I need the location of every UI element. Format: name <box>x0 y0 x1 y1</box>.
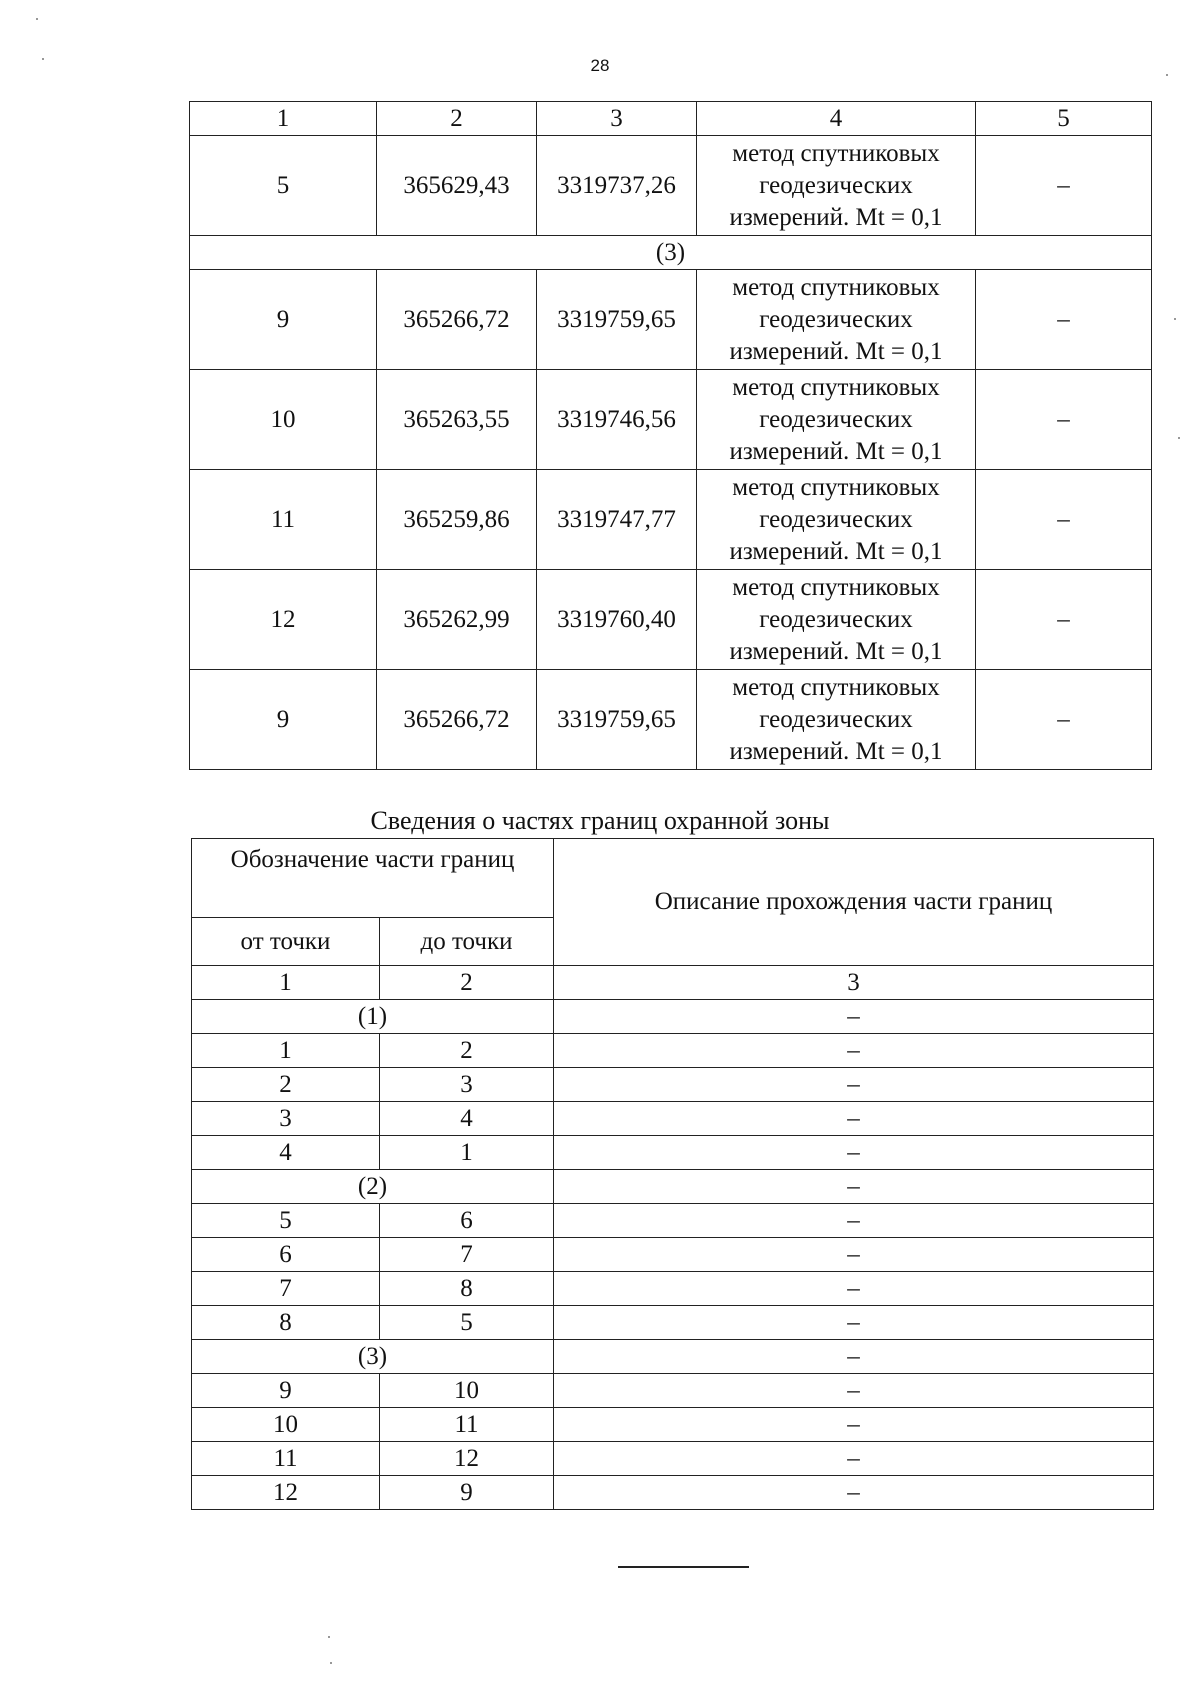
description-header: Описание прохождения части границ <box>554 839 1154 966</box>
column-number: 3 <box>554 966 1154 1000</box>
designation-header: Обозначение части границ <box>192 839 554 918</box>
section-label: (3) <box>190 236 1152 270</box>
group-label: (1) <box>192 1000 554 1034</box>
parts-row <box>192 1136 1154 1170</box>
coordinate-x: 365629,43 <box>377 136 537 236</box>
accuracy-note: – <box>976 570 1152 670</box>
from-point: 6 <box>192 1238 380 1272</box>
accuracy-note: – <box>976 136 1152 236</box>
to-point: 2 <box>380 1034 554 1068</box>
from-point: 1 <box>192 1034 380 1068</box>
method-cell <box>697 370 976 470</box>
point-number: 10 <box>190 370 377 470</box>
column-number: 2 <box>377 102 537 136</box>
part-description: – <box>554 1340 1154 1374</box>
parts-row <box>192 1034 1154 1068</box>
method-cell <box>697 670 976 770</box>
accuracy-note: – <box>976 370 1152 470</box>
parts-row <box>192 1238 1154 1272</box>
to-point: 4 <box>380 1102 554 1136</box>
accuracy-note: – <box>976 670 1152 770</box>
method-line: измерений. Mt = 0,1 <box>729 637 943 665</box>
method-line: измерений. Mt = 0,1 <box>729 737 943 765</box>
method-line: геодезических <box>759 171 913 199</box>
point-number: 5 <box>190 136 377 236</box>
parts-row <box>192 1306 1154 1340</box>
coordinate-y: 3319760,40 <box>537 570 697 670</box>
parts-row <box>192 1204 1154 1238</box>
method-cell <box>697 570 976 670</box>
accuracy-note: – <box>976 270 1152 370</box>
part-description: – <box>554 1102 1154 1136</box>
method-cell <box>697 270 976 370</box>
end-rule-divider <box>618 1566 749 1568</box>
scan-speck <box>1178 437 1180 439</box>
coordinates-table <box>189 101 1152 770</box>
parts-row <box>192 1068 1154 1102</box>
coordinate-y: 3319747,77 <box>537 470 697 570</box>
scan-speck <box>330 1662 332 1664</box>
column-number: 2 <box>380 966 554 1000</box>
coords-row <box>190 136 1152 236</box>
coordinate-x: 365266,72 <box>377 670 537 770</box>
coords-row <box>190 470 1152 570</box>
group-label: (3) <box>192 1340 554 1374</box>
coordinate-y: 3319759,65 <box>537 670 697 770</box>
method-line: геодезических <box>759 705 913 733</box>
scan-speck <box>42 58 44 60</box>
to-point: 5 <box>380 1306 554 1340</box>
parts-row <box>192 1374 1154 1408</box>
part-description: – <box>554 1238 1154 1272</box>
page-number: 28 <box>590 56 610 75</box>
method-line: геодезических <box>759 405 913 433</box>
point-number: 12 <box>190 570 377 670</box>
to-point: 12 <box>380 1442 554 1476</box>
to-point: 3 <box>380 1068 554 1102</box>
method-line: геодезических <box>759 305 913 333</box>
method-cell <box>697 470 976 570</box>
to-point: 11 <box>380 1408 554 1442</box>
coords-header-row <box>190 102 1152 136</box>
part-description: – <box>554 1374 1154 1408</box>
column-number: 3 <box>537 102 697 136</box>
part-description: – <box>554 1000 1154 1034</box>
parts-row <box>192 1476 1154 1510</box>
parts-group-row <box>192 1340 1154 1374</box>
scan-speck <box>1174 318 1176 320</box>
part-description: – <box>554 1068 1154 1102</box>
method-line: метод спутниковых <box>732 473 940 501</box>
part-description: – <box>554 1442 1154 1476</box>
method-line: метод спутниковых <box>732 273 940 301</box>
to-point: 9 <box>380 1476 554 1510</box>
part-description: – <box>554 1408 1154 1442</box>
from-point: 9 <box>192 1374 380 1408</box>
from-point: 2 <box>192 1068 380 1102</box>
to-point: 6 <box>380 1204 554 1238</box>
parts-header-row <box>192 839 1154 918</box>
parts-section-title: Сведения о частях границ охранной зоны <box>370 806 830 835</box>
part-description: – <box>554 1034 1154 1068</box>
coords-row <box>190 370 1152 470</box>
part-description: – <box>554 1136 1154 1170</box>
parts-row <box>192 1442 1154 1476</box>
column-number: 5 <box>976 102 1152 136</box>
parts-column-number-row <box>192 966 1154 1000</box>
coordinate-x: 365266,72 <box>377 270 537 370</box>
scan-speck <box>1166 74 1168 76</box>
from-point-header: от точки <box>192 918 380 966</box>
method-line: геодезических <box>759 605 913 633</box>
coordinate-y: 3319746,56 <box>537 370 697 470</box>
coordinates-table-body <box>190 102 1152 770</box>
from-point: 8 <box>192 1306 380 1340</box>
scan-speck <box>328 1636 330 1638</box>
boundary-parts-table-body <box>192 839 1154 1510</box>
coordinate-x: 365262,99 <box>377 570 537 670</box>
coordinate-x: 365259,86 <box>377 470 537 570</box>
method-line: метод спутниковых <box>732 373 940 401</box>
coords-row <box>190 670 1152 770</box>
part-description: – <box>554 1204 1154 1238</box>
from-point: 7 <box>192 1272 380 1306</box>
parts-row <box>192 1272 1154 1306</box>
from-point: 11 <box>192 1442 380 1476</box>
boundary-parts-table <box>191 838 1154 1510</box>
from-point: 10 <box>192 1408 380 1442</box>
method-line: измерений. Mt = 0,1 <box>729 437 943 465</box>
accuracy-note: – <box>976 470 1152 570</box>
method-line: метод спутниковых <box>732 573 940 601</box>
from-point: 3 <box>192 1102 380 1136</box>
method-line: геодезических <box>759 505 913 533</box>
part-description: – <box>554 1476 1154 1510</box>
coordinate-y: 3319737,26 <box>537 136 697 236</box>
from-point: 4 <box>192 1136 380 1170</box>
part-description: – <box>554 1272 1154 1306</box>
to-point: 7 <box>380 1238 554 1272</box>
column-number: 4 <box>697 102 976 136</box>
coords-row <box>190 570 1152 670</box>
method-line: измерений. Mt = 0,1 <box>729 537 943 565</box>
to-point: 10 <box>380 1374 554 1408</box>
parts-group-row <box>192 1000 1154 1034</box>
coordinate-y: 3319759,65 <box>537 270 697 370</box>
point-number: 11 <box>190 470 377 570</box>
method-line: измерений. Mt = 0,1 <box>729 203 943 231</box>
from-point: 5 <box>192 1204 380 1238</box>
scan-speck <box>36 18 38 20</box>
method-line: измерений. Mt = 0,1 <box>729 337 943 365</box>
part-description: – <box>554 1170 1154 1204</box>
to-point: 1 <box>380 1136 554 1170</box>
point-number: 9 <box>190 670 377 770</box>
parts-group-row <box>192 1170 1154 1204</box>
parts-row <box>192 1102 1154 1136</box>
coords-section-row <box>190 236 1152 270</box>
point-number: 9 <box>190 270 377 370</box>
parts-row <box>192 1408 1154 1442</box>
column-number: 1 <box>190 102 377 136</box>
method-cell <box>697 136 976 236</box>
method-line: метод спутниковых <box>732 673 940 701</box>
group-label: (2) <box>192 1170 554 1204</box>
to-point: 8 <box>380 1272 554 1306</box>
coords-row <box>190 270 1152 370</box>
part-description: – <box>554 1306 1154 1340</box>
coordinate-x: 365263,55 <box>377 370 537 470</box>
method-line: метод спутниковых <box>732 139 940 167</box>
column-number: 1 <box>192 966 380 1000</box>
to-point-header: до точки <box>380 918 554 966</box>
from-point: 12 <box>192 1476 380 1510</box>
